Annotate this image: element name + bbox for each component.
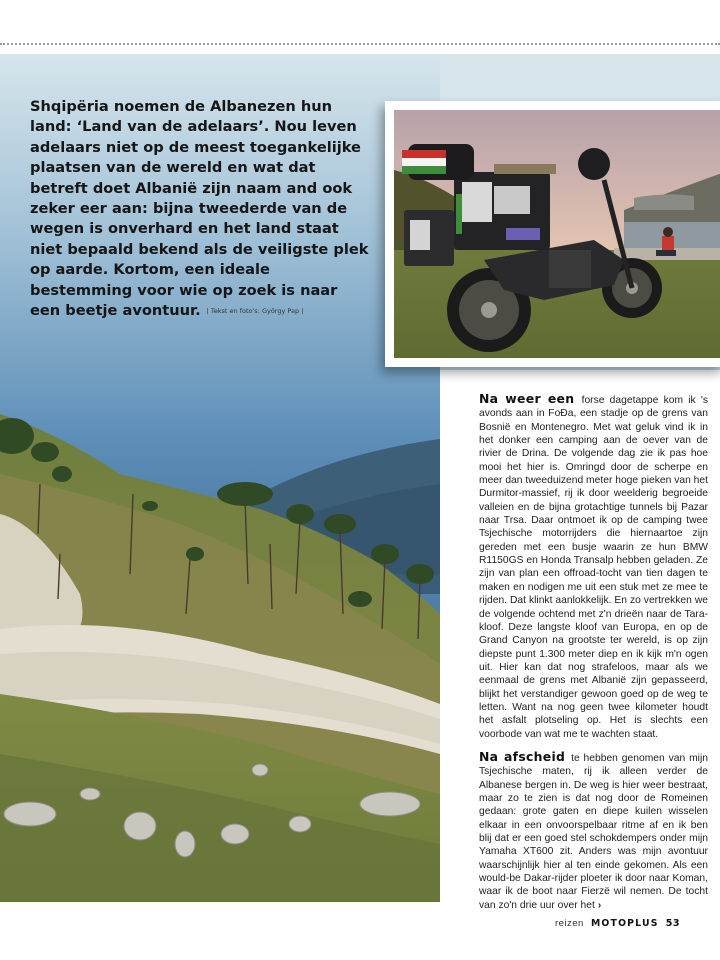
photo-credit: | Tekst en foto's: György Pap | [206,307,304,316]
motorcycle-photo [394,110,720,358]
paragraph-text: te hebben genomen van mijn Tsjechische maten, rij ik alleen verder de Albanese bergen in. De weg is hier weer bestraat, maar zo te zien is dat nog door de Romeinen gedaan: grote gaten en diepe kuilen wisselen elkaar in een onvoorspelbaar ritme af en ik ben blij dat er een goed stel schokdempers onder mijn Yamaha XT600 zit. Anders was mijn avontuur waarschijnlijk hier al ten einde gekomen. Als een would-be Dakar-rijder ploeter ik door naar Koman, waar ik de boot naar Fierzë wil nemen. De tocht van zo'n drie uur over het [479,752,708,911]
continue-arrow-icon: › [597,899,602,911]
paragraph-lead-in: Na afscheid [479,748,566,764]
article-paragraph-2 [479,750,708,912]
intro-text: Shqipëria noemen de Albanezen hun land: ‘Land van de adelaars’. Nou leven adelaars niet op de meest toegankelijke plaatsen van de wereld en wat dat betreft doet Albanië zijn naam and ook zeker eer aan: bijna tweederde van de wegen is onverhard en het land staat niet bepaald bekend als de veiligste plek op aarde. Kortom, een ideale bestemming voor wie op zoek is naar een beetje avontuur. [30,98,369,320]
paragraph-lead-in: Na weer een [479,391,575,406]
paragraph-text: forse dagetappe kom ik 's avonds aan in FoĐa, een stadje op de grens van Bosnië en Montenegro. Met wat geluk vind ik in het donker een camping aan de oever van de rivier de Drina. De volgende dag zie ik pas hoe mooi het hier is. Omringd door de scherpe en meer dan tweeduizend meter hoge pieken van het Durmitor-massief, rij ik door weelderig begroeide valleien en de bijna grotachtige tunnels bij Pazar naar Trsa. Daar ontmoet ik op de camping twee Tsjechische motorrijders die hiernaartoe zijn gereden met een busje waarin ze hun BMW R1150GS en Honda Transalp hebben geladen. Ze zijn van plan een offroad-tocht van tien dagen te maken en nodigen me uit een stuk met ze mee te rijden. Dat klinkt aanlokkelijk. En zo vertrekken we de volgende ochtend met z'n drieën naar de Tara-kloof. Deze langste kloof van Europa, en op de Grand Canyon na grootste ter wereld, is op zijn diepste punt 1.300 meter diep en ik kijk m'n ogen uit. Hier kan dat nog strafeloos, maar als we eenmaal de grens met Albanië zijn gepasseerd, blijkt het verstandiger gewoon goed op de weg te letten. Want na nog geen twee kilometer houdt het asfalt plotseling op. Het is slechts een voorbode van wat me te wachten staat. [479,395,708,740]
article-paragraph-1 [479,392,708,741]
article-body [479,392,708,921]
intro-paragraph [30,97,370,321]
top-dotted-rule [0,43,720,45]
motorcycle-photo-frame [385,101,720,367]
page-number: 53 [665,918,680,929]
publication-name: MOTOPLUS [590,918,659,929]
section-name: reizen [554,918,584,929]
page-footer [555,918,680,929]
